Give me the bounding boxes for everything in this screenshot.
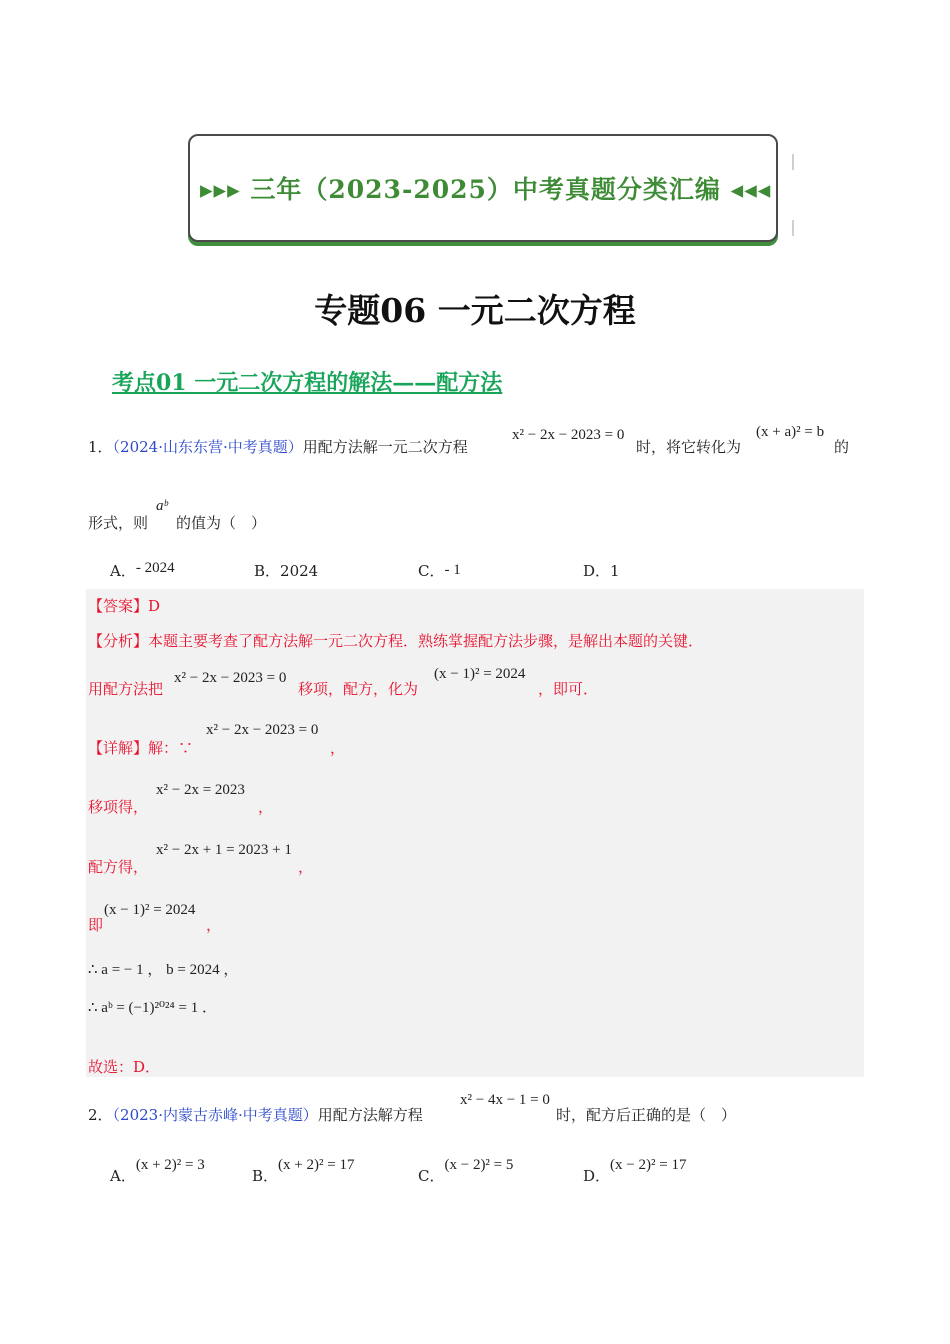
question-source: （2024·山东东营·中考真题） <box>112 438 303 456</box>
step-label: 移项得， <box>88 798 149 816</box>
step-label: 即 <box>88 916 104 934</box>
option-d[interactable] <box>583 560 620 581</box>
answer-tag: 【答案】 <box>88 597 149 615</box>
margin-mark <box>792 154 794 170</box>
banner-title: 三年（2023-2025）中考真题分类汇编 <box>250 175 721 204</box>
option-value: (x − 2)² = 17 <box>610 1157 687 1173</box>
equation-target: (x + a)² = b <box>756 424 825 440</box>
answer-line <box>88 595 160 616</box>
step-equation: (x − 1)² = 2024 <box>104 902 196 918</box>
question-text: 用配方法解方程 <box>317 1106 423 1124</box>
question-source: （2023·内蒙古赤峰·中考真题） <box>112 1106 318 1124</box>
option-value: 2024 <box>280 562 319 580</box>
option-c[interactable] <box>418 1157 514 1186</box>
question-text: 形式，则 <box>88 514 149 532</box>
question-2-line-1 <box>88 1104 423 1125</box>
comma: ， <box>258 798 274 816</box>
comma: ， <box>330 739 346 757</box>
option-value: (x + 2)² = 3 <box>135 1157 205 1173</box>
series-banner-text <box>200 170 772 206</box>
margin-mark <box>792 220 794 236</box>
question-text: 的 <box>834 438 850 456</box>
analysis-text: 本题主要考查了配方法解一元二次方程．熟练掌握配方法步骤，是解出本题的关键． <box>148 632 704 650</box>
final-answer: 故选：D． <box>88 1058 161 1076</box>
analysis-text: ，即可． <box>538 680 599 698</box>
option-b[interactable] <box>252 1157 355 1186</box>
option-label: A． <box>110 562 136 580</box>
option-a[interactable] <box>110 560 175 581</box>
arrows-right-icon: ▸▸▸ <box>200 175 241 204</box>
step-values: ∴ a = − 1 ， b = 2024 ， <box>88 962 239 978</box>
question-1-line-1 <box>88 436 468 457</box>
question-text: 用配方法解一元二次方程 <box>302 438 468 456</box>
analysis-equation: (x − 1)² = 2024 <box>434 666 526 682</box>
question-text: 时，配方后正确的是（ ） <box>556 1106 737 1124</box>
step-label: 配方得， <box>88 858 149 876</box>
step-result: ∴ aᵇ = (−1)²⁰²⁴ = 1 ． <box>88 1000 217 1016</box>
option-value: (x − 2)² = 5 <box>444 1157 514 1173</box>
analysis-tag: 【分析】 <box>88 632 149 650</box>
detail-text: 解：∵ <box>148 739 194 757</box>
option-label: B． <box>254 562 281 580</box>
option-label: D． <box>583 562 611 580</box>
option-label: A． <box>110 1167 136 1185</box>
option-value: (x + 2)² = 17 <box>278 1157 355 1173</box>
detail-equation: x² − 2x − 2023 = 0 <box>206 722 319 738</box>
analysis-text: 移项，配方，化为 <box>298 680 419 698</box>
answer-value: D <box>148 597 161 615</box>
comma: ， <box>298 858 314 876</box>
analysis-line <box>88 630 703 651</box>
option-d[interactable] <box>583 1157 687 1186</box>
option-c[interactable] <box>418 560 461 581</box>
step-equation: x² − 2x = 2023 <box>156 782 245 798</box>
detail-tag: 【详解】 <box>88 739 149 757</box>
equation-main: x² − 4x − 1 = 0 <box>460 1092 550 1108</box>
question-number: 1． <box>88 438 113 456</box>
question-text: 时，将它转化为 <box>636 438 742 456</box>
detail-line <box>88 737 193 758</box>
option-label: C． <box>418 562 445 580</box>
step-equation: x² − 2x + 1 = 2023 + 1 <box>156 842 292 858</box>
option-label: C． <box>418 1167 445 1185</box>
comma: ， <box>206 916 222 934</box>
option-value: - 1 <box>444 562 461 578</box>
option-value: 1 <box>610 562 620 580</box>
option-b[interactable] <box>254 560 318 581</box>
arrows-left-icon: ◂◂◂ <box>730 175 772 204</box>
question-number: 2． <box>88 1106 113 1124</box>
page-title: 专题06 一元二次方程 <box>314 291 636 330</box>
option-a[interactable] <box>110 1157 205 1186</box>
equation-main: x² − 2x − 2023 = 0 <box>512 427 625 443</box>
analysis-equation: x² − 2x − 2023 = 0 <box>174 670 287 686</box>
option-label: D． <box>583 1167 611 1185</box>
analysis-text: 用配方法把 <box>88 680 164 698</box>
expression-a-pow-b: aᵇ <box>156 498 168 514</box>
option-label: B． <box>252 1167 279 1185</box>
question-text: 的值为（ ） <box>176 514 267 532</box>
section-heading: 考点01 一元二次方程的解法——配方法 <box>112 370 503 396</box>
option-value: - 2024 <box>135 560 175 576</box>
